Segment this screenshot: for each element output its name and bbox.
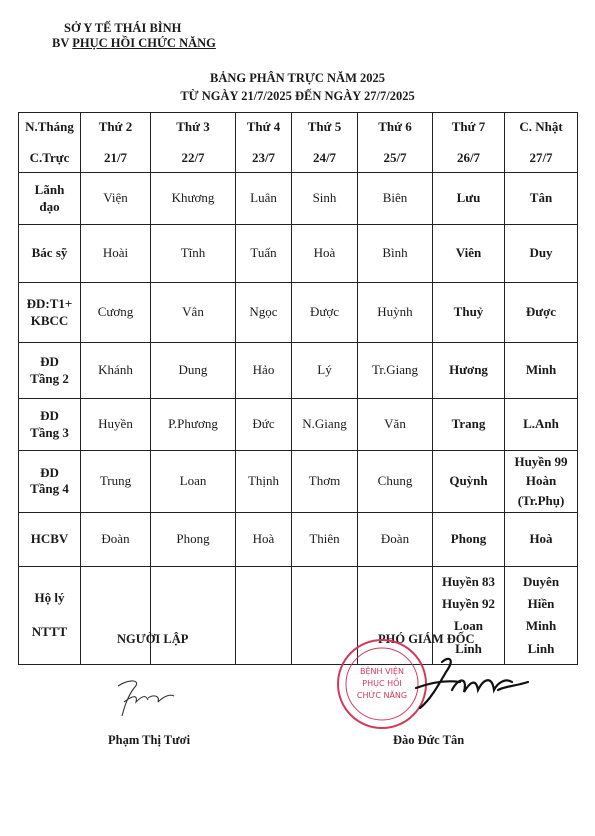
row-label: ĐD (40, 465, 59, 481)
deputy-director-signature (412, 652, 532, 712)
staff-name: Đức (236, 399, 292, 451)
staff-name: Thiên (292, 512, 358, 566)
day-name: Thứ 4 (246, 119, 281, 135)
day-date: 21/7 (103, 149, 128, 165)
row-label: NTTT (31, 624, 68, 640)
staff-name: Tĩnh (151, 225, 236, 283)
day-date: 22/7 (181, 149, 205, 165)
staff-name: Khánh (81, 343, 151, 399)
staff-name: Duyên (522, 573, 560, 589)
corner-cell (19, 113, 81, 173)
staff-name: Lưu (433, 173, 505, 225)
roster-row (19, 512, 578, 566)
roster-row (19, 225, 578, 283)
staff-name: Viên (433, 225, 505, 283)
day-date: 24/7 (312, 149, 337, 165)
row-label: Lãnh (34, 182, 65, 198)
row-label-cell (19, 566, 81, 664)
row-label: ĐD (40, 408, 59, 424)
staff-name: Dung (151, 343, 236, 399)
staff-name: Tuấn (236, 225, 292, 283)
row-label: Tầng 4 (30, 481, 69, 497)
staff-name: Chung (358, 451, 433, 513)
row-label: Bác sỹ (31, 245, 68, 261)
day-name: Thứ 7 (451, 119, 486, 135)
staff-name: Hoà (505, 512, 578, 566)
staff-name: Vân (151, 283, 236, 343)
preparer-name: Phạm Thị Tươi (108, 733, 191, 747)
staff-name: Minh (525, 618, 557, 634)
staff-name: Phong (433, 512, 505, 566)
day-date: 25/7 (383, 149, 407, 165)
staff-name: Huyền 83 (441, 573, 496, 589)
row-label: đạo (39, 198, 60, 214)
deputy-director-name: Đào Đức Tân (393, 733, 465, 747)
staff-name: Huyền 99 (514, 454, 568, 469)
day-header-cell (433, 113, 505, 173)
staff-name: Trang (433, 399, 505, 451)
row-label-cell (19, 512, 81, 566)
staff-name: N.Giang (292, 399, 358, 451)
staff-name: Đoàn (358, 512, 433, 566)
staff-name: Phong (151, 512, 236, 566)
hospital-name (52, 36, 216, 51)
svg-text:PHỤC HỒI: PHỤC HỒI (362, 679, 402, 688)
staff-name: Minh (505, 343, 578, 399)
staff-name: Thơm (292, 451, 358, 513)
staff-name: Loan (454, 618, 483, 634)
svg-text:CHỨC NĂNG: CHỨC NĂNG (356, 691, 408, 700)
svg-text:BỆNH VIỆN: BỆNH VIỆN (360, 667, 404, 676)
row-label-cell (19, 173, 81, 225)
day-date: 23/7 (251, 149, 276, 165)
staff-name: Ngọc (236, 283, 292, 343)
staff-name: Huyền (81, 399, 151, 451)
hospital-name-underlined: PHỤC HỒI CHỨC NĂNG (72, 36, 216, 50)
row-label: Tầng 3 (30, 424, 69, 440)
deputy-director-title: PHÓ GIÁM ĐỐC (378, 632, 475, 646)
staff-name: Khương (151, 173, 236, 225)
staff-name (236, 566, 292, 664)
staff-name: Huyền 92 (441, 596, 496, 611)
staff-name: (Tr.Phụ) (517, 492, 565, 508)
header-row (19, 113, 578, 173)
staff-name: Hoà (292, 225, 358, 283)
roster-cell (505, 451, 578, 513)
staff-name: Thuỷ (433, 283, 505, 343)
roster-row (19, 399, 578, 451)
staff-name: Luân (236, 173, 292, 225)
staff-name: Hương (433, 343, 505, 399)
row-label-cell (19, 343, 81, 399)
staff-name: Viện (81, 173, 151, 225)
staff-name: Đoàn (81, 512, 151, 566)
staff-name: Tr.Giang (358, 343, 433, 399)
row-label: Hộ lý (34, 590, 65, 605)
staff-name: Được (292, 283, 358, 343)
day-header-cell (292, 113, 358, 173)
staff-name: L.Anh (505, 399, 578, 451)
day-header-cell (236, 113, 292, 173)
preparer-title: NGƯỜI LẬP (117, 632, 189, 646)
staff-name: Văn (358, 399, 433, 451)
staff-name: Hoàn (525, 473, 557, 489)
day-date: 27/7 (529, 149, 553, 165)
preparer-signature (110, 672, 180, 722)
staff-name: Trung (81, 451, 151, 513)
row-label: ĐD (40, 354, 59, 370)
staff-name (81, 566, 151, 664)
agency-name: SỞ Y TẾ THÁI BÌNH (64, 21, 182, 35)
roster-row (19, 566, 578, 664)
staff-name: Hoà (236, 512, 292, 566)
staff-name: Thịnh (236, 451, 292, 513)
staff-name: Biên (358, 173, 433, 225)
row-label: KBCC (30, 312, 69, 328)
document-title: BẢNG PHÂN TRỰC NĂM 2025 (210, 71, 385, 85)
staff-name: Loan (151, 451, 236, 513)
row-label: HCBV (30, 531, 69, 547)
roster-row (19, 173, 578, 225)
day-name: Thứ 2 (98, 119, 133, 135)
roster-cell (505, 566, 578, 664)
staff-name: Hiền (527, 596, 555, 611)
day-header-cell (358, 113, 433, 173)
row-label-cell (19, 225, 81, 283)
staff-name: Linh (455, 640, 482, 656)
staff-name: Hoài (81, 225, 151, 283)
staff-name: Quỳnh (433, 451, 505, 513)
hospital-prefix: BV (52, 36, 73, 50)
day-name: Thứ 5 (307, 119, 342, 135)
row-label-cell (19, 451, 81, 513)
row-label-cell (19, 399, 81, 451)
staff-name: Lý (292, 343, 358, 399)
corner-top-label: N.Tháng (25, 119, 74, 135)
staff-name: Được (505, 283, 578, 343)
row-label: ĐD:T1+ (26, 296, 73, 312)
staff-name: Tân (505, 173, 578, 225)
day-header-cell (505, 113, 578, 173)
staff-name: Duy (505, 225, 578, 283)
roster-row (19, 343, 578, 399)
staff-name: Sinh (292, 173, 358, 225)
day-header-cell (151, 113, 236, 173)
corner-bottom-label: C.Trực (29, 149, 70, 165)
day-name: C. Nhật (519, 119, 563, 135)
staff-name: Cương (81, 283, 151, 343)
staff-name (151, 566, 236, 664)
staff-name: Hảo (236, 343, 292, 399)
staff-name: P.Phương (151, 399, 236, 451)
roster-row (19, 283, 578, 343)
day-date: 26/7 (456, 149, 481, 165)
day-header-cell (81, 113, 151, 173)
day-name: Thứ 3 (176, 119, 210, 135)
duty-roster-table (18, 112, 578, 665)
day-name: Thứ 6 (378, 119, 412, 135)
staff-name: Huỳnh (358, 283, 433, 343)
document-date-range: TỪ NGÀY 21/7/2025 ĐẾN NGÀY 27/7/2025 (180, 89, 415, 103)
row-label-cell (19, 283, 81, 343)
staff-name: Bình (358, 225, 433, 283)
roster-row (19, 451, 578, 513)
roster-cell (433, 566, 505, 664)
row-label: Tầng 2 (30, 370, 69, 386)
staff-name: Linh (527, 640, 555, 656)
